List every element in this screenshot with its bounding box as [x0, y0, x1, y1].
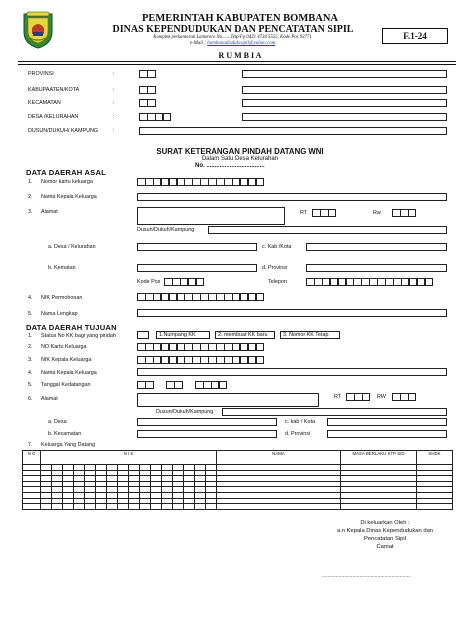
col-header-masa-berlaku — [341, 451, 417, 465]
name-cell[interactable] — [217, 504, 341, 510]
header-address: Komplek perkantoran Lameroro No.......Telp/Fp 0421 4734 5555, Kode Pos 93771 — [153, 35, 312, 40]
asal-kodepos-label: Kode Pos — [137, 279, 161, 285]
asal-prov-field[interactable] — [306, 264, 447, 272]
region-colon: : — [113, 128, 115, 134]
asal-nik-cells[interactable] — [137, 293, 264, 301]
desa-name-field[interactable] — [242, 113, 447, 121]
asal-address-field[interactable] — [137, 207, 285, 225]
status-option[interactable]: 1.Numpang KK — [156, 331, 210, 339]
item-label: Status No KK bagi yang pindah — [41, 333, 116, 339]
item-number: 4. — [28, 370, 33, 376]
tujuan-kk-cells[interactable] — [137, 343, 264, 351]
signature-line4: Camat — [376, 544, 394, 550]
item-label: Tanggal Kedatangan — [41, 382, 91, 388]
nik-digit-cell[interactable] — [140, 504, 151, 510]
item-label: Nama Lengkap — [41, 311, 78, 317]
asal-kecamatan-field[interactable] — [137, 264, 257, 272]
tujuan-status-checkbox[interactable] — [137, 331, 149, 339]
asal-dusun-label: Dusun/Dukuh/Kampung — [137, 227, 195, 233]
asal-rt-cells[interactable] — [312, 209, 336, 217]
tujuan-date-cells[interactable] — [137, 381, 153, 389]
item-label: b. Kematan — [48, 265, 76, 271]
item-number: 7. — [28, 442, 33, 448]
form-title: SURAT KETERANGAN PINDAH DATANG WNI — [156, 147, 324, 156]
nik-digit-cell[interactable] — [206, 504, 217, 510]
region-label: KABUPAATEN/KOTA — [28, 87, 80, 93]
item-number: 5. — [28, 382, 33, 388]
section-tujuan-heading: DATA DAERAH TUJUAN — [26, 323, 117, 332]
col-header-no: N O — [23, 451, 41, 465]
item-label: NIK Kepala Keluarga — [41, 357, 92, 363]
nik-digit-cell[interactable] — [195, 504, 206, 510]
header-divider — [18, 61, 456, 62]
asal-dusun-field[interactable] — [208, 226, 447, 234]
family-table — [22, 450, 453, 510]
row-number-cell[interactable] — [23, 504, 41, 510]
tujuan-rw-label: RW — [377, 394, 386, 400]
item-number: 5. — [28, 311, 33, 317]
kecamatan-code-cells[interactable] — [139, 99, 155, 107]
tujuan-nik-head-cells[interactable] — [137, 356, 264, 364]
dusun-field[interactable] — [139, 127, 447, 135]
logo-emblem — [18, 10, 58, 50]
nik-digit-cell[interactable] — [129, 504, 140, 510]
asal-kodepos-cells[interactable] — [164, 278, 204, 286]
item-label: a. Desa — [48, 419, 67, 425]
region-colon: : — [113, 87, 115, 93]
nik-digit-cell[interactable] — [162, 504, 173, 510]
table-row — [23, 504, 453, 510]
nik-digit-cell[interactable] — [74, 504, 85, 510]
tujuan-desa-field[interactable] — [137, 418, 277, 426]
tujuan-prov-label: d. Provinsi — [285, 431, 311, 437]
tujuan-dusun-label: Dusun/Dukuh/Kampung — [156, 409, 214, 415]
status-option[interactable]: 3. Nomor KK Tetap — [280, 331, 340, 339]
nik-digit-cell[interactable] — [107, 504, 118, 510]
asal-fullname-field[interactable] — [137, 309, 447, 317]
item-label: Alamat — [41, 209, 58, 215]
family-table-wrapper — [22, 450, 452, 510]
item-label: NIK Permohonan — [41, 295, 83, 301]
tujuan-dusun-field[interactable] — [222, 408, 447, 416]
item-label: Nomor kartu keluarga — [41, 179, 93, 185]
email-link[interactable]: bombanadisdukcapil@yahoo.com — [207, 41, 276, 46]
item-label: b. Kecamatan — [48, 431, 82, 437]
item-number: 3. — [28, 357, 33, 363]
tujuan-address-field[interactable] — [137, 393, 319, 407]
col-header-nama: NAMA — [217, 451, 341, 465]
nik-digit-cell[interactable] — [173, 504, 184, 510]
item-label: Nama Kepala Keluarga — [41, 194, 97, 200]
item-number: 3. — [28, 209, 33, 215]
tujuan-rw-cells[interactable] — [392, 393, 416, 401]
provinsi-code-cells[interactable] — [139, 70, 155, 78]
tujuan-kab-field[interactable] — [327, 418, 447, 426]
item-label: Alamat — [41, 396, 58, 402]
tujuan-rt-label: RT — [334, 394, 342, 400]
asal-rw-cells[interactable] — [392, 209, 416, 217]
signature-line2: a.n Kepala Dinas Kependudukan dan — [336, 528, 434, 534]
item-number: 2. — [28, 194, 33, 200]
asal-desa-field[interactable] — [137, 243, 257, 251]
asal-rt-label: RT — [300, 210, 308, 216]
item-number: 1. — [28, 179, 33, 185]
tujuan-prov-field[interactable] — [327, 430, 447, 438]
header-line1: PEMERINTAH KABUPATEN BOMBANA — [141, 13, 338, 24]
nik-digit-cell[interactable] — [96, 504, 107, 510]
header-email-row — [110, 41, 355, 46]
nik-digit-cell[interactable] — [85, 504, 96, 510]
kabupaten-code-cells[interactable] — [139, 86, 155, 94]
form-subtitle: Dalam Satu Desa Kelurahan — [201, 156, 279, 162]
form-code-box — [382, 28, 448, 44]
region-label: KECAMATAN — [28, 100, 61, 106]
region-label: DUSUN/DUKUH/ KAMPUNG — [28, 128, 99, 134]
item-number: 4. — [28, 295, 33, 301]
asal-telepon-cells[interactable] — [306, 278, 433, 286]
asal-rw-label: Rw — [373, 210, 381, 216]
nik-digit-cell[interactable] — [41, 504, 52, 510]
form-code: F.1-24 — [403, 31, 427, 41]
col-header-shdk: SHDK — [417, 451, 453, 465]
region-colon: : — [113, 100, 115, 106]
header-divider-thin — [18, 64, 456, 65]
header-line2: DINAS KEPENDUDUKAN DAN PENCATATAN SIPIL — [112, 24, 354, 35]
item-label: a. Desa / Kelurahan — [48, 244, 96, 250]
table-body — [23, 465, 453, 510]
shdk-cell[interactable] — [417, 504, 453, 510]
region-colon: : — [113, 71, 115, 77]
email-label: e-Mail : — [189, 41, 206, 46]
tujuan-kecamatan-field[interactable] — [137, 430, 277, 438]
section-asal-heading: DATA DAERAH ASAL — [26, 168, 106, 177]
asal-kab-field[interactable] — [306, 243, 447, 251]
asal-kk-number-cells[interactable] — [137, 178, 264, 186]
nik-digit-cell[interactable] — [52, 504, 63, 510]
nik-digit-cell[interactable] — [118, 504, 129, 510]
nik-digit-cell[interactable] — [151, 504, 162, 510]
tujuan-month-cells[interactable] — [166, 381, 182, 389]
region-label: PROVINSI — [28, 71, 54, 77]
ktp-expiry-cell[interactable] — [341, 504, 417, 510]
region-label: DESA /KELURAHAN — [28, 114, 79, 120]
region-colon: : — [113, 114, 115, 120]
desa-code-cells[interactable] — [139, 113, 171, 121]
asal-head-name-field[interactable] — [137, 193, 447, 201]
item-label: Nama Kepala Keluarga — [41, 370, 97, 376]
header-district: R U M B I A — [218, 51, 262, 60]
tujuan-kab-label: c. kab / Kota — [285, 419, 315, 425]
asal-prov-label: d. Provinsi — [262, 265, 288, 271]
nik-digit-cell[interactable] — [63, 504, 74, 510]
signature-line1: Di keluarkan Oleh : — [360, 520, 410, 526]
table-header-row — [23, 451, 453, 465]
status-option[interactable]: 2. membuat KK baru — [215, 331, 275, 339]
item-number: 1. — [28, 333, 33, 339]
provinsi-name-field[interactable] — [242, 70, 447, 78]
item-label: Keluarga Yang Datang — [41, 442, 96, 448]
form-number: No. ................................... — [195, 163, 265, 169]
item-number: 2. — [28, 344, 33, 350]
signature-dotted-line[interactable]: ................................................................ — [322, 573, 411, 579]
asal-kab-label: c. Kab /Kota — [262, 244, 292, 250]
kecamatan-name-field[interactable] — [242, 99, 447, 107]
kabupaten-name-field[interactable] — [242, 86, 447, 94]
signature-block — [300, 519, 470, 551]
tujuan-head-name-field[interactable] — [137, 368, 447, 376]
nik-digit-cell[interactable] — [184, 504, 195, 510]
col-header-nik: N I K — [41, 451, 217, 465]
signature-line3: Pencatatan Sipil — [364, 536, 406, 542]
tujuan-rt-cells[interactable] — [346, 393, 370, 401]
bombana-crest-icon — [18, 10, 58, 50]
asal-telepon-label: Telepon — [268, 279, 287, 285]
tujuan-year-cells[interactable] — [195, 381, 227, 389]
item-number: 6. — [28, 396, 33, 402]
masa-berlaku-text: MASA BERLAKU KTP S/D — [352, 451, 405, 456]
item-label: NO Kartu Keluarga — [41, 344, 87, 350]
